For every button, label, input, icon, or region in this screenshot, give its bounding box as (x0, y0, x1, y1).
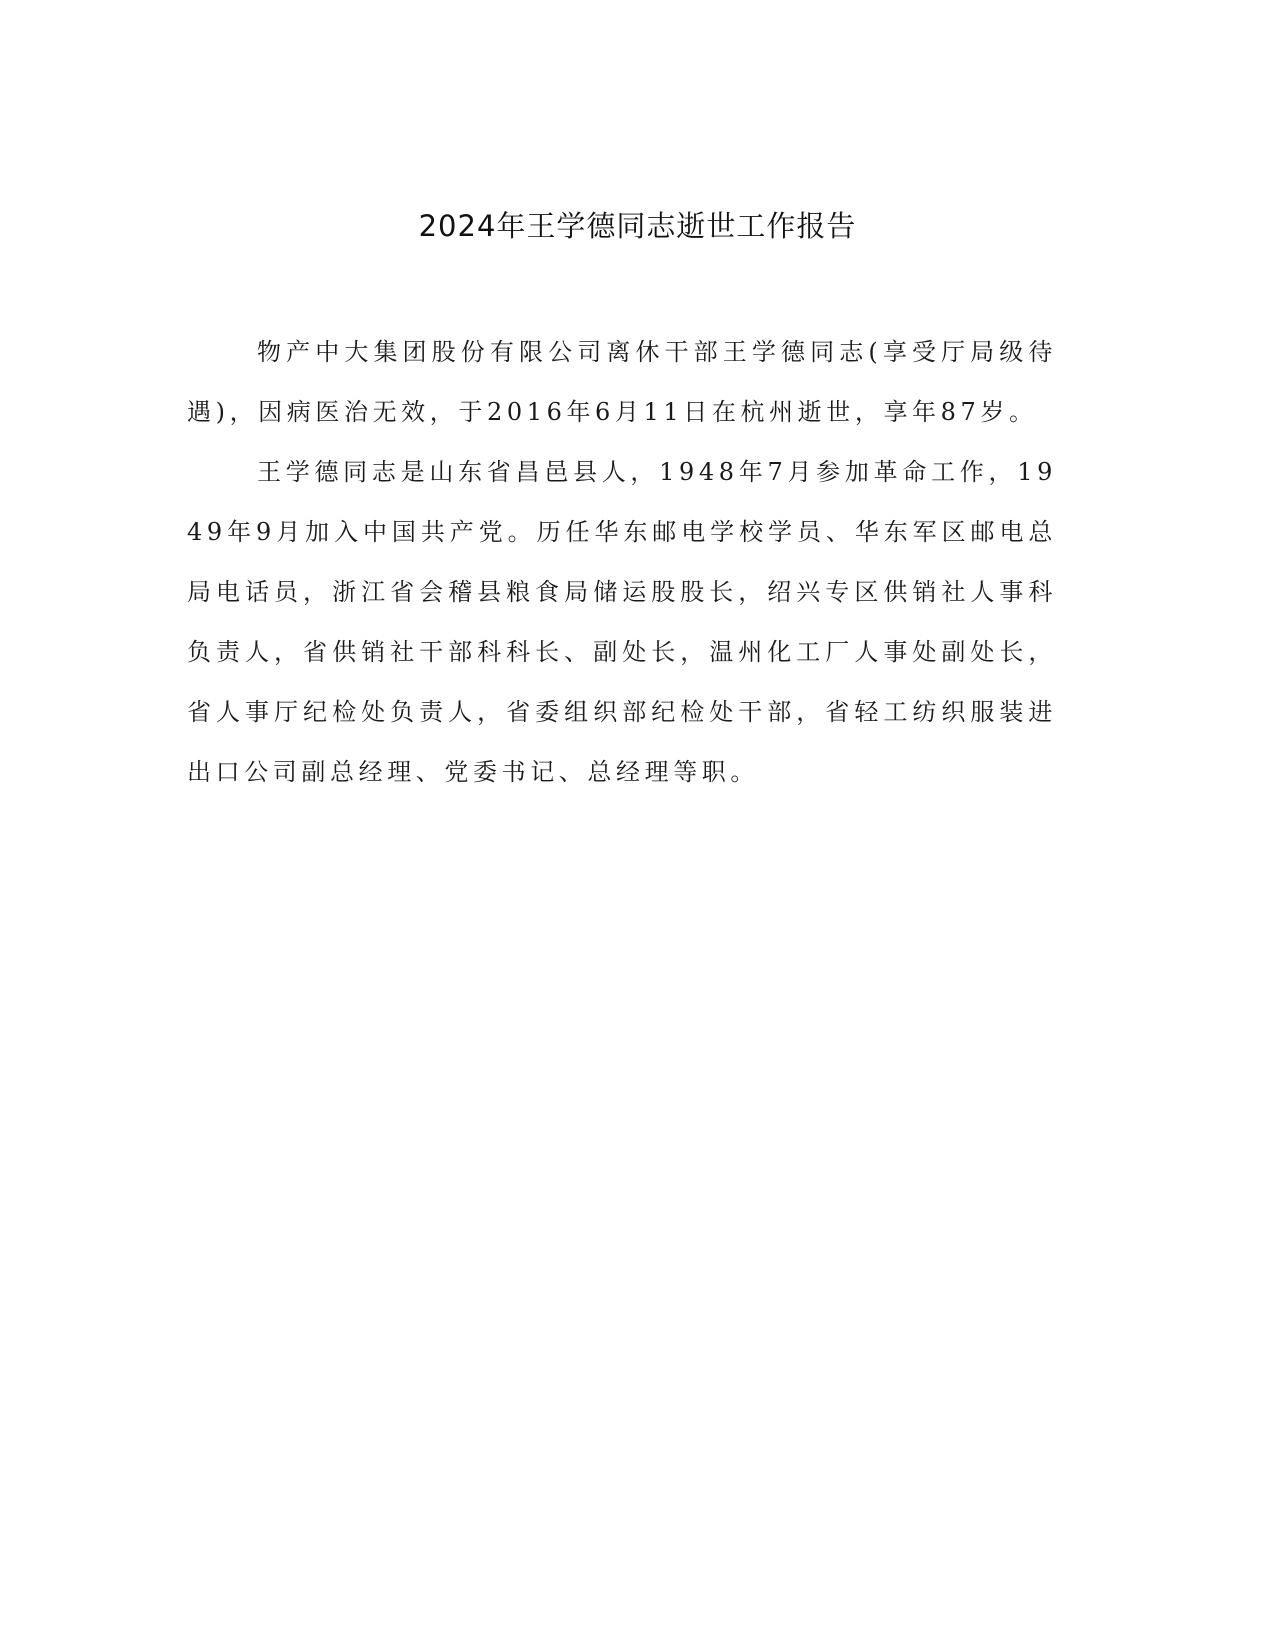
paragraph-1: 物产中大集团股份有限公司离休干部王学德同志(享受厅局级待遇)，因病医治无效，于2016年6月11日在杭州逝世，享年87岁。 (187, 338, 1057, 426)
paragraph-2: 王学德同志是山东省昌邑县人，1948年7月参加革命工作，1949年9月加入中国共产党。历任华东邮电学校学员、华东军区邮电总局电话员，浙江省会稽县粮食局储运股股长，绍兴专区供销社人事科负责人，省供销社干部科科长、副处长，温州化工厂人事处副处长，省人事厅纪检处负责人，省委组织部纪检处干部，省轻工纺织服装进出口公司副总经理、党委书记、总经理等职。 (187, 458, 1057, 786)
document-title: 2024年王学德同志逝世工作报告 (418, 209, 857, 243)
document-body (187, 322, 1057, 802)
